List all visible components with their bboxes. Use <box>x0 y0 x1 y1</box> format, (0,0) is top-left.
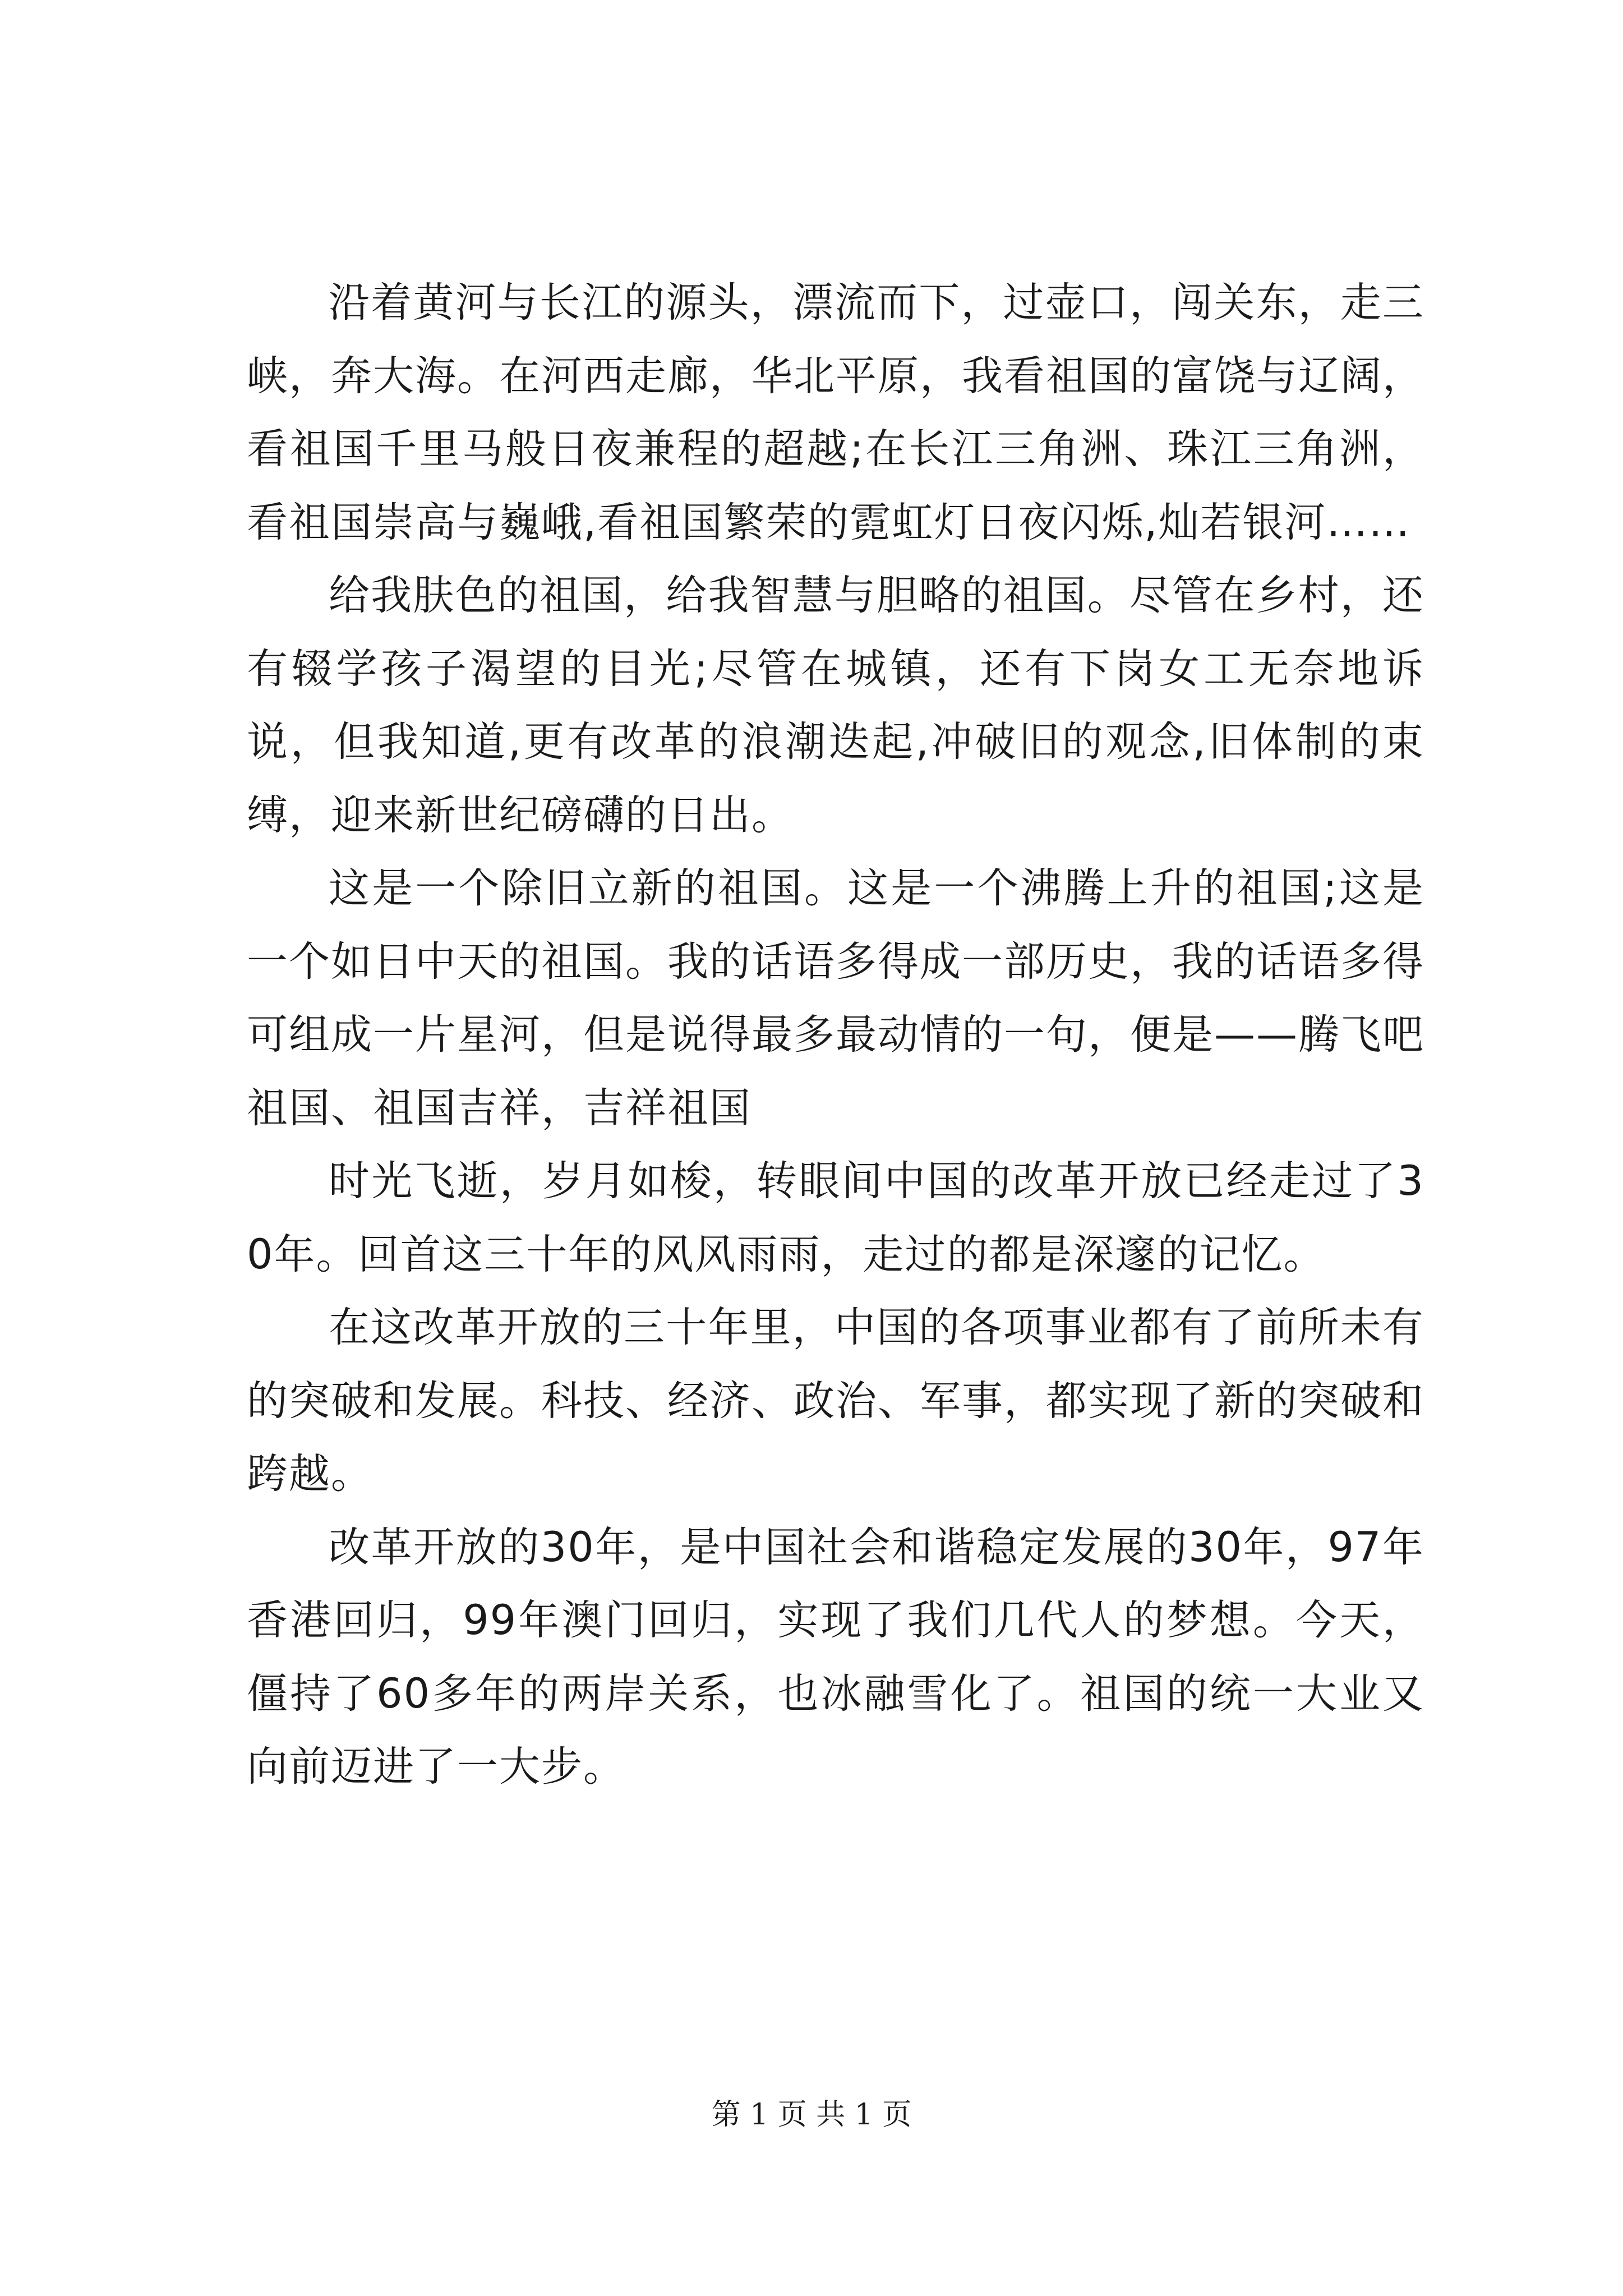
paragraph-2: 给我肤色的祖国，给我智慧与胆略的祖国。尽管在乡村，还有辍学孩子渴望的目光;尽管在城镇，还有下岗女工无奈地诉说，但我知道,更有改革的浪潮迭起,冲破旧的观念,旧体制的束缚，迎来新世纪磅礴的日出。 <box>247 572 1424 839</box>
paragraph-4: 时光飞逝，岁月如梭，转眼间中国的改革开放已经走过了30年。回首这三十年的风风雨雨，走过的都是深邃的记忆。 <box>247 1157 1424 1278</box>
paragraph-1: 沿着黄河与长江的源头，漂流而下，过壶口，闯关东，走三峡，奔大海。在河西走廊，华北平原，我看祖国的富饶与辽阔，看祖国千里马般日夜兼程的超越;在长江三角洲、珠江三角洲，看祖国崇高与巍峨,看祖国繁荣的霓虹灯日夜闪烁,灿若银河…… <box>247 279 1424 546</box>
paragraph-6: 改革开放的30年，是中国社会和谐稳定发展的30年，97年香港回归，99年澳门回归，实现了我们几代人的梦想。今天，僵持了60多年的两岸关系，也冰融雪化了。祖国的统一大业又向前迈进了一大步。 <box>247 1523 1424 1791</box>
paragraph-5: 在这改革开放的三十年里，中国的各项事业都有了前所未有的突破和发展。科技、经济、政治、军事，都实现了新的突破和跨越。 <box>247 1304 1424 1498</box>
document-body <box>247 266 1424 1804</box>
page-footer: 第 1 页 共 1 页 <box>711 2098 912 2132</box>
paragraph-3: 这是一个除旧立新的祖国。这是一个沸腾上升的祖国;这是一个如日中天的祖国。我的话语多得成一部历史，我的话语多得可组成一片星河，但是说得最多最动情的一句，便是——腾飞吧祖国、祖国吉祥，吉祥祖国 <box>247 864 1424 1132</box>
